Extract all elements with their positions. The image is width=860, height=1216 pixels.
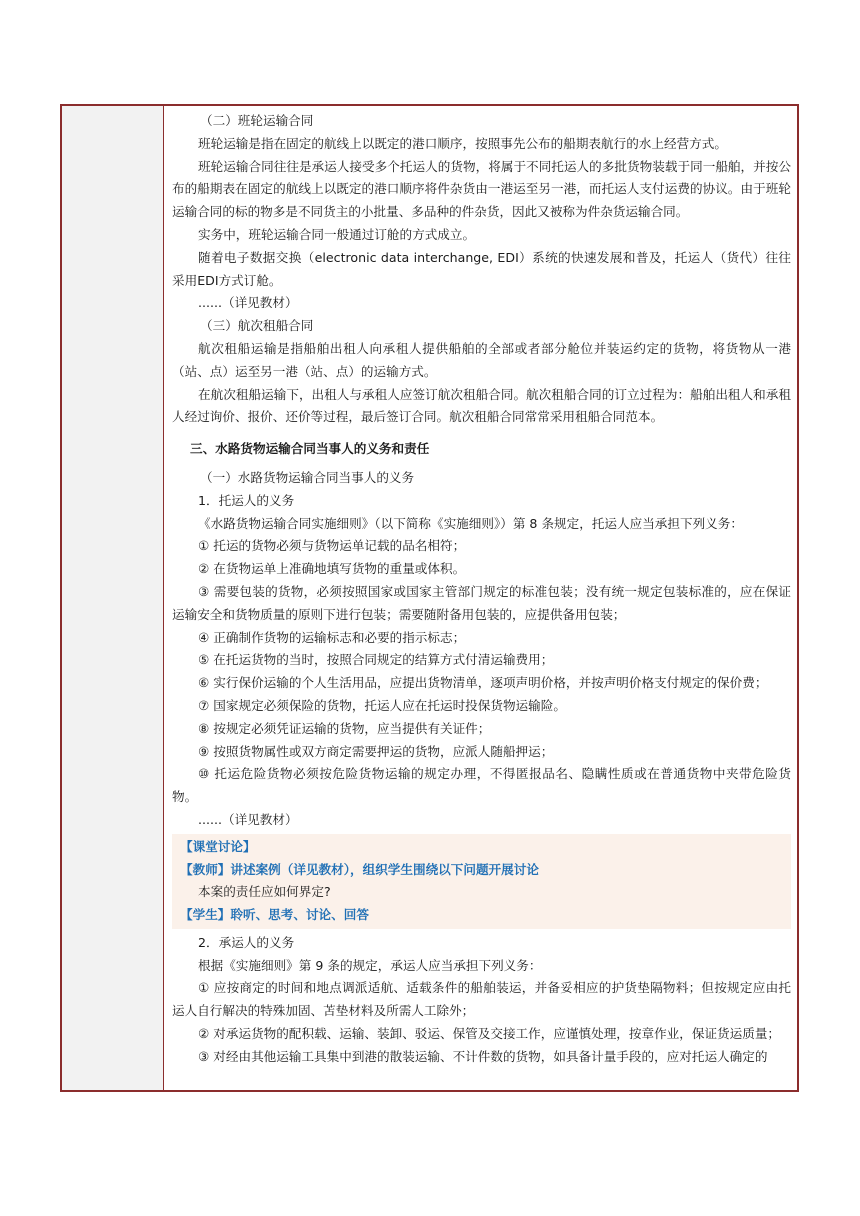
paragraph: 班轮运输合同往往是承运人接受多个托运人的货物，将属于不同托运人的多批货物装载于同一船舶，并按公布的船期表在固定的航线上以既定的港口顺序将件杂货由一港运至另一港，而托运人支付运费的协议。由于班轮运输合同的标的物多是不同货主的小批量、多品种的件杂货，因此又被称为件杂货运输合同。	[172, 158, 791, 220]
shipper-duties-list	[172, 535, 791, 831]
list-item: ② 对承运货物的配积载、运输、装卸、驳运、保管及交接工作，应谨慎处理，按章作业，保证货运质量；	[198, 1026, 781, 1042]
list-item: ② 在货物运单上准确地填写货物的重量或体积。	[198, 561, 466, 577]
paragraph: 根据《实施细则》第 9 条的规定，承运人应当承担下列义务：	[198, 957, 542, 973]
class-discussion-box	[172, 834, 791, 929]
subheading-shipper-obligations: 1．托运人的义务	[198, 492, 295, 508]
subheading-party-obligations: （一）水路货物运输合同当事人的义务	[200, 469, 415, 485]
list-item: ① 应按商定的时间和地点调派适航、适载条件的船舶装运，并备妥相应的护货垫隔物料；但按规定应由托运人自行解决的特殊加固、苫垫材料及所需人工除外；	[172, 980, 791, 1019]
list-item: ⑨ 按照货物属性或双方商定需要押运的货物，应派人随船押运；	[198, 743, 554, 759]
see-textbook-note: ......（详见教材）	[198, 811, 298, 827]
discussion-question: 本案的责任应如何界定?	[198, 884, 331, 900]
list-item: ③ 需要包装的货物，必须按照国家或国家主管部门规定的标准包装；没有统一规定包装标准的，应在保证运输安全和货物质量的原则下进行包装；需要随附备用包装的，应提供备用包装；	[172, 583, 791, 622]
subheading-carrier-obligations: 2．承运人的义务	[198, 934, 295, 950]
list-item: ⑩ 托运危险货物必须按危险货物运输的规定办理，不得匿报品名、隐瞒性质或在普通货物中夹带危险货物。	[172, 766, 791, 805]
paragraph: 在航次租船运输下，出租人与承租人应签订航次租船合同。航次租船合同的订立过程为：船舶出租人和承租人经过询价、报价、还价等过程，最后签订合同。航次租船合同常常采用租船合同范本。	[172, 386, 791, 425]
see-textbook-note: ......（详见教材）	[198, 295, 298, 311]
left-label-column	[62, 106, 164, 1090]
paragraph: 实务中，班轮运输合同一般通过订舱的方式成立。	[198, 226, 476, 242]
carrier-duties-list	[172, 977, 791, 1068]
subheading-liner-contract: （二）班轮运输合同	[200, 113, 314, 128]
content-cell	[164, 106, 797, 1090]
paragraph: 航次租船运输是指船舶出租人向承租人提供船舶的全部或者部分舱位并装运约定的货物，将货物从一港（站、点）运至另一港（站、点）的运输方式。	[172, 340, 791, 379]
list-item: ④ 正确制作货物的运输标志和必要的指示标志；	[198, 629, 466, 645]
paragraph: 《水路货物运输合同实施细则》（以下简称《实施细则》）第 8 条规定，托运人应当承担下列义务：	[198, 515, 743, 531]
teacher-prompt: 【教师】讲述案例（详见教材），组织学生围绕以下问题开展讨论	[180, 861, 539, 877]
content-table	[60, 104, 799, 1092]
student-prompt: 【学生】聆听、思考、讨论、回答	[180, 907, 369, 923]
list-item: ⑧ 按规定必须凭证运输的货物，应当提供有关证件；	[198, 720, 491, 736]
list-item: ⑥ 实行保价运输的个人生活用品，应提出货物清单，逐项声明价格，并按声明价格支付规定的保价费；	[198, 675, 768, 691]
paragraph: 随着电子数据交换（electronic data interchange, EDI）系统的快速发展和普及，托运人（货代）往往采用EDI方式订舱。	[172, 249, 791, 288]
list-item: ① 托运的货物必须与货物运单记载的品名相符；	[198, 538, 466, 554]
section-heading: 三、水路货物运输合同当事人的义务和责任	[190, 441, 430, 457]
list-item: ⑦ 国家规定必须保险的货物，托运人应在托运时投保货物运输险。	[198, 697, 566, 713]
discussion-heading: 【课堂讨论】	[180, 838, 256, 854]
list-item: ③ 对经由其他运输工具集中到港的散装运输、不计件数的货物，如具备计量手段的，应对托运人确定的	[198, 1048, 768, 1064]
paragraph: 班轮运输是指在固定的航线上以既定的港口顺序，按照事先公布的船期表航行的水上经营方式。	[198, 135, 727, 151]
list-item: ⑤ 在托运货物的当时，按照合同规定的结算方式付清运输费用；	[198, 652, 554, 668]
subheading-voyage-charter: （三）航次租船合同	[200, 318, 314, 334]
